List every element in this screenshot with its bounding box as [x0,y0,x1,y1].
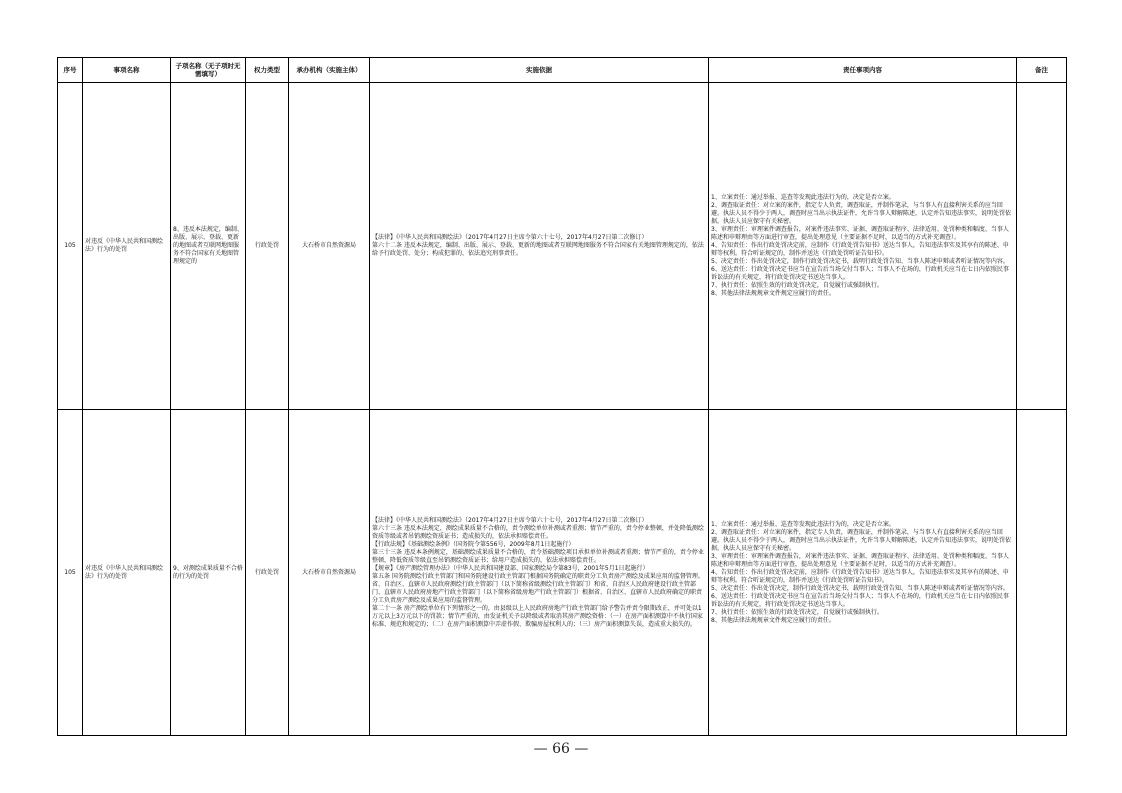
table-header-row [58,58,1067,83]
header-no: 序号 [58,58,83,83]
row-sub: 8、违反本法规定，编制、出版、展示、登载、更新的地图或者互联网地图服务不符合国家有关地图管理规定的 [171,83,246,410]
header-resp: 责任事项内容 [709,58,1017,83]
row-basis: 【法律】《中华人民共和国测绘法》（2017年4月27日主席令第六十七号，2017年4月27日第二次修订） 第六十三条 违反本法规定，测绘成果质量不合格的，责令测绘单位补测或者重测；情节严重的，责令停业整顿，并处降低测绘资质等级或者吊销测绘资质证书；造成损失的，依法承担赔偿责任。 【行政法规】《基础测绘条例》（国务院令第556号，2009年8月1日起施行） 第三十三条 违反本条例规定，基础测绘成果质量不合格的，责令基础测绘项目承担单位补测或者重测；情节严重的，责令停业整顿，降低资质等级直至吊销测绘资质证书；给用户造成损失的，依法承担赔偿责任。 【规章】《房产测绘管理办法》（中华人民共和国建设部、国家测绘局令第83号，2001年5月1日起施行） 第五条 国务院测绘行政主管部门和国务院建设行政主管部门根据国务院确定的职责分工负责房产测绘及成果应用的监督管理。省、自治区、直辖市人民政府测绘行政主管部门（以下简称省级测绘行政主管部门）和省、自治区人民政府建设行政主管部门、直辖市人民政府房地产行政主管部门（以下简称省级房地产行政主管部门）根据省、自治区、直辖市人民政府确定的职责分工负责房产测绘及成果应用的监督管理。 第二十一条 房产测绘单位有下列情形之一的，由县级以上人民政府房地产行政主管部门给予警告并责令限期改正，并可处以1万元以上3万元以下的罚款；情节严重的，由发证机关予以降级或者取消其房产测绘资格：（一）在房产面积测算中不执行国家标准、规范和规定的；（二）在房产面积测算中弄虚作假、欺骗房屋权利人的；（三）房产面积测算失误，造成重大损失的。 [370,410,709,736]
row-resp: 1、立案责任：通过举报、巡查等发现此违法行为的，决定是否立案。 2、调查取证责任：对立案的案件，指定专人负责，调查取证，并制作笔录，与当事人有直接利害关系的应当回避。执法人员不得少于两人，调查时应当出示执法证件，允许当事人辩解陈述，认定并告知违法事实，说明处罚依据。执法人员应保守有关秘密。 3、审理责任：审理案件调查报告，对案件违法事实、证据、调查取证程序、法律适用、处罚种类和幅度、当事人陈述和申辩理由等方面进行审查，提出处理意见（主要证据不足时，以适当的方式补充调查）。 4、告知责任：作出行政处罚决定前，应制作《行政处罚告知书》送达当事人，告知违法事实及其享有的陈述、申辩等权利。符合听证规定的，制作并送达《行政处罚听证告知书》。 5、决定责任：作出处罚决定，制作行政处罚决定书，载明行政处罚告知、当事人陈述申辩或者听证情况等内容。 6、送达责任：行政处罚决定书应当在宣告后当场交付当事人；当事人不在场的，行政机关应当在七日内依照民事诉讼法的有关规定，将行政处罚决定书送达当事人。 7、执行责任：依照生效的行政处罚决定，自觉履行或强制执行。 8、其他法律法规规章文件规定应履行的责任。 [709,410,1017,736]
row-remark [1017,410,1067,736]
row-org: 大石桥市自然资源局 [289,410,370,736]
row-remark [1017,83,1067,410]
table-row [58,410,1067,736]
row-type: 行政处罚 [246,83,289,410]
row-name: 对违反《中华人民共和国测绘法》行为的处罚 [83,83,171,410]
row-no: 105 [58,410,83,736]
row-sub: 9、对测绘成果质量不合格的行为的处罚 [171,410,246,736]
row-basis: 【法律】《中华人民共和国测绘法》（2017年4月27日主席令第六十七号，2017年4月27日第二次修订） 第六十二条 违反本法规定，编制、出版、展示、登载、更新的地图或者互联网地图服务不符合国家有关地图管理规定的，依法给予行政处罚、处分；构成犯罪的，依法追究刑事责任。 [370,83,709,410]
header-type: 权力类型 [246,58,289,83]
header-basis: 实施依据 [370,58,709,83]
power-list-table [57,57,1067,736]
row-no: 105 [58,83,83,410]
page-number: — 66 — [533,741,589,757]
header-remark: 备注 [1017,58,1067,83]
row-type: 行政处罚 [246,410,289,736]
row-resp: 1、立案责任：通过举报、巡查等发现此违法行为的，决定是否立案。 2、调查取证责任：对立案的案件，指定专人负责，调查取证，并制作笔录，与当事人有直接利害关系的应当回避。执法人员不得少于两人，调查时应当出示执法证件，允许当事人辩解陈述，认定并告知违法事实，说明处罚依据。执法人员应保守有关秘密。 3、审理责任：审理案件调查报告，对案件违法事实、证据、调查取证程序、法律适用、处罚种类和幅度、当事人陈述和申辩理由等方面进行审查，提出处理意见（主要证据不足时，以适当的方式补充调查）。 4、告知责任：作出行政处罚决定前，应制作《行政处罚告知书》送达当事人，告知违法事实及其享有的陈述、申辩等权利。符合听证规定的，制作并送达《行政处罚听证告知书》。 5、决定责任：作出处罚决定，制作行政处罚决定书，载明行政处罚告知、当事人陈述申辩或者听证情况等内容。 6、送达责任：行政处罚决定书应当在宣告后当场交付当事人；当事人不在场的，行政机关应当在七日内依照民事诉讼法的有关规定，将行政处罚决定书送达当事人。 7、执行责任：依照生效的行政处罚决定，自觉履行或强制执行。 8、其他法律法规规章文件规定应履行的责任。 [709,83,1017,410]
header-sub: 子项名称（无子项时无需填写） [171,58,246,83]
header-org: 承办机构（实施主体） [289,58,370,83]
header-name: 事项名称 [83,58,171,83]
table-row [58,83,1067,410]
row-name: 对违反《中华人民共和国测绘法》行为的处罚 [83,410,171,736]
row-org: 大石桥市自然资源局 [289,83,370,410]
